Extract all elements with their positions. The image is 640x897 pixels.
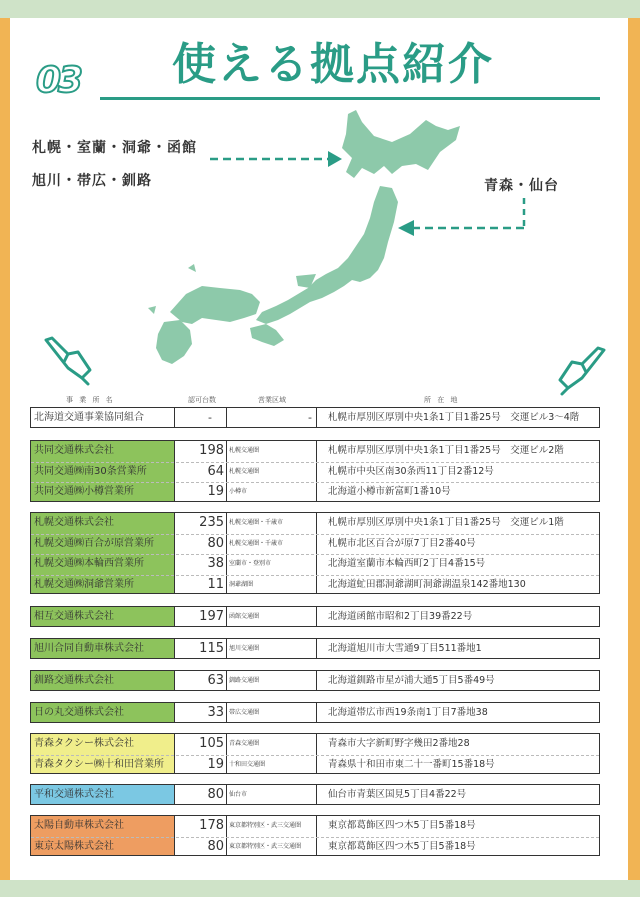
service-area: 札幌交通圏・千歳市 xyxy=(229,539,284,547)
office-address: 札幌市厚別区厚別中央1条1丁目1番25号 交運ビル3～4階 xyxy=(328,412,580,423)
table-row xyxy=(31,408,601,427)
office-address: 東京都葛飾区四つ木5丁目5番18号 xyxy=(328,840,476,852)
bottom-band xyxy=(0,880,640,897)
table-row xyxy=(31,441,601,460)
vehicle-count: 178 xyxy=(199,818,224,833)
vehicle-count: 38 xyxy=(207,556,224,571)
table-row xyxy=(31,462,601,481)
table-row xyxy=(31,671,601,690)
service-area: - xyxy=(308,411,312,424)
vehicle-count: 198 xyxy=(199,443,224,458)
vehicle-count: 115 xyxy=(199,641,224,656)
office-address: 北海道釧路市星が浦大通5丁目5番49号 xyxy=(328,675,495,686)
office-name: 共同交通㈱小樽営業所 xyxy=(34,486,134,497)
office-address: 札幌市中央区南30条西11丁目2番12号 xyxy=(328,465,494,477)
table-row xyxy=(31,785,601,804)
office-address: 札幌市厚別区厚別中央1条1丁目1番25号 交運ビル2階 xyxy=(328,445,564,456)
office-group xyxy=(30,407,600,428)
office-address: 北海道函館市昭和2丁目39番22号 xyxy=(328,611,473,622)
office-address: 北海道室蘭市本輪西町2丁目4番15号 xyxy=(328,558,486,569)
table-row xyxy=(31,755,601,774)
office-name: 旭川合同自動車株式会社 xyxy=(34,643,144,654)
office-address: 北海道旭川市大雪通9丁目511番地1 xyxy=(328,643,482,654)
service-area: 東京都特別区・武三交通圏 xyxy=(229,842,302,850)
office-name: 札幌交通㈱本輪西営業所 xyxy=(34,558,144,569)
office-name: 青森タクシー株式会社 xyxy=(34,738,134,749)
office-address: 青森市大字新町野字幾田2番地28 xyxy=(328,738,470,749)
office-address: 東京都葛飾区四つ木5丁目5番18号 xyxy=(328,820,476,831)
right-band xyxy=(628,18,640,880)
service-area: 仙台市 xyxy=(229,791,248,798)
vehicle-count: 235 xyxy=(199,515,224,530)
office-address: 北海道小樽市新富町1番10号 xyxy=(328,486,451,497)
service-area: 十和田交通圏 xyxy=(229,760,266,768)
column-header-area: 営業区域 xyxy=(258,396,286,404)
vehicle-count: 11 xyxy=(207,576,224,592)
service-area: 室蘭市・登別市 xyxy=(229,560,272,567)
section-number: 03 xyxy=(36,60,81,101)
service-area: 札幌交通圏 xyxy=(229,467,260,475)
title-underline xyxy=(100,97,600,100)
office-name: 相互交通株式会社 xyxy=(34,611,114,622)
service-area: 札幌交通圏 xyxy=(229,447,260,454)
vehicle-count: 80 xyxy=(207,838,224,854)
office-group xyxy=(30,440,600,502)
office-group xyxy=(30,733,600,774)
office-address: 北海道虻田郡洞爺湖町洞爺湖温泉142番地130 xyxy=(328,578,526,590)
table-row xyxy=(31,482,601,501)
pointing-hand-right-icon xyxy=(552,344,612,398)
column-header-address: 所 在 地 xyxy=(424,396,460,404)
service-area: 青森交通圏 xyxy=(229,740,260,747)
vehicle-count: 19 xyxy=(207,756,224,772)
table-row xyxy=(31,837,601,856)
service-area: 洞爺湖圏 xyxy=(229,580,254,588)
office-address: 札幌市北区百合が原7丁目2番40号 xyxy=(328,537,476,549)
table-row xyxy=(31,554,601,573)
table-row xyxy=(31,816,601,835)
office-group xyxy=(30,815,600,856)
vehicle-count: 197 xyxy=(199,609,224,624)
japan-map-icon xyxy=(130,108,470,370)
office-name: 札幌交通㈱洞爺営業所 xyxy=(34,578,134,590)
office-address: 札幌市厚別区厚別中央1条1丁目1番25号 交運ビル1階 xyxy=(328,517,564,528)
service-area: 函館交通圏 xyxy=(229,613,260,620)
table-row xyxy=(31,513,601,532)
office-group xyxy=(30,702,600,723)
region-label-hokkaido-2: 旭川・帯広・釧路 xyxy=(32,173,152,189)
office-name: 平和交通株式会社 xyxy=(34,789,114,800)
service-area: 札幌交通圏・千歳市 xyxy=(229,519,284,526)
office-name: 共同交通㈱南30条営業所 xyxy=(34,465,147,477)
office-name: 札幌交通株式会社 xyxy=(34,517,114,528)
vehicle-count: 33 xyxy=(207,705,224,720)
office-group xyxy=(30,784,600,805)
table-row xyxy=(31,734,601,753)
vehicle-count: 64 xyxy=(207,463,224,479)
table-row xyxy=(31,534,601,553)
service-area: 旭川交通圏 xyxy=(229,645,260,652)
vehicle-count: 80 xyxy=(207,787,224,802)
service-area: 東京都特別区・武三交通圏 xyxy=(229,822,302,829)
office-name: 青森タクシー㈱十和田営業所 xyxy=(34,758,164,770)
table-row xyxy=(31,639,601,658)
column-header-count: 認可台数 xyxy=(188,396,216,404)
office-address: 仙台市青葉区国見5丁目4番22号 xyxy=(328,789,467,800)
left-band xyxy=(0,18,10,880)
office-group xyxy=(30,512,600,594)
vehicle-count: 105 xyxy=(199,736,224,751)
office-address: 北海道帯広市西19条南1丁目7番地38 xyxy=(328,707,488,718)
region-label-hokkaido-1: 札幌・室蘭・洞爺・函館 xyxy=(32,140,197,156)
column-header-name: 事 業 所 名 xyxy=(66,396,115,404)
service-area: 小樽市 xyxy=(229,488,248,495)
table-row xyxy=(31,703,601,722)
page-title: 使える拠点紹介 xyxy=(172,39,494,90)
table-row xyxy=(31,575,601,594)
office-name: 太陽自動車株式会社 xyxy=(34,820,124,831)
pointing-hand-left-icon xyxy=(38,332,96,388)
service-area: 釧路交通圏 xyxy=(229,677,260,684)
vehicle-count: 19 xyxy=(207,484,224,499)
service-area: 帯広交通圏 xyxy=(229,709,260,716)
office-name: 釧路交通株式会社 xyxy=(34,675,114,686)
office-name: 日の丸交通株式会社 xyxy=(34,707,124,718)
office-group xyxy=(30,638,600,659)
office-group xyxy=(30,670,600,691)
region-label-tohoku: 青森・仙台 xyxy=(484,178,559,194)
vehicle-count: 80 xyxy=(207,535,224,551)
office-name: 札幌交通㈱百合が原営業所 xyxy=(34,537,154,549)
top-band xyxy=(0,0,640,18)
office-name: 東京太陽株式会社 xyxy=(34,840,114,852)
office-address: 青森県十和田市東二十一番町15番18号 xyxy=(328,758,495,770)
office-name: 共同交通株式会社 xyxy=(34,445,114,456)
office-group xyxy=(30,606,600,627)
vehicle-count: 63 xyxy=(207,673,224,688)
table-row xyxy=(31,607,601,626)
vehicle-count: - xyxy=(208,411,212,424)
office-name: 北海道交通事業協同組合 xyxy=(34,412,144,423)
